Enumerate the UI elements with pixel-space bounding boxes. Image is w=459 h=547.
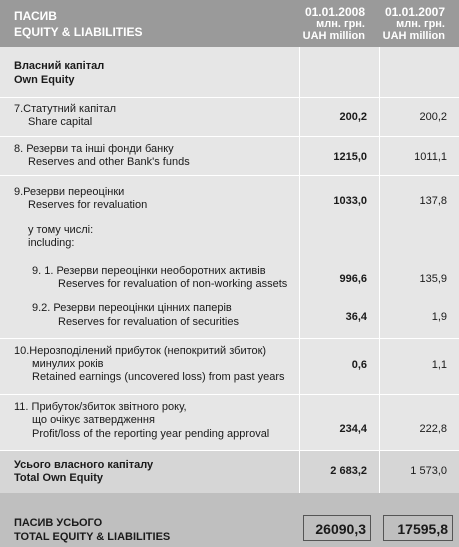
row-reserves-funds-en: Reserves and other Bank's funds — [28, 156, 190, 168]
row-profit-ua1: 11. Прибуток/збиток звітного року, — [14, 401, 187, 413]
row-share-capital-ua: 7.Статутний капітал — [14, 103, 117, 115]
row-reserves-funds-ua: 8. Резерви та інші фонди банку — [14, 143, 174, 155]
row-reval-nonworking-2008: 996,6 — [339, 273, 367, 285]
table-row — [0, 137, 459, 175]
row-retained-2007: 1,1 — [431, 359, 447, 371]
section-title-ua: Власний капітал — [14, 60, 105, 72]
section-row — [0, 47, 459, 97]
column-divider — [379, 47, 380, 493]
header-col-2007-unit-ua: млн. грн. — [396, 18, 445, 30]
row-revaluation-2007: 137,8 — [419, 195, 447, 207]
total-equity-en: Total Own Equity — [14, 472, 104, 484]
table-row — [0, 296, 459, 338]
total-equity-ua: Усього власного капіталу — [14, 459, 154, 471]
table-row — [0, 98, 459, 136]
row-share-capital-en: Share capital — [28, 116, 93, 128]
row-retained-ua1: 10.Нерозподілений прибуток (непокритий збиток) — [14, 345, 267, 357]
row-reval-nonworking-ua: 9. 1. Резерви переоцінки необоротних активів — [32, 265, 266, 277]
header-col-2007 — [345, 6, 445, 42]
header-col-2008-date: 01.01.2008 — [304, 5, 365, 19]
row-reserves-funds-2008: 1215,0 — [333, 151, 367, 163]
row-reval-securities-2008: 36,4 — [345, 311, 367, 323]
grand-total-ua: ПАСИВ УСЬОГО — [14, 517, 103, 529]
table-row — [0, 176, 459, 256]
row-reval-securities-ua: 9.2. Резерви переоцінки цінних паперів — [32, 302, 232, 314]
row-revaluation-en: Reserves for revaluation — [28, 199, 148, 211]
row-share-capital-2007: 200,2 — [419, 111, 447, 123]
header-col-2008-unit-en: UAH million — [302, 30, 365, 42]
row-retained-ua2: минулих років — [32, 358, 104, 370]
row-reval-securities-2007: 1,9 — [431, 311, 447, 323]
header-col-2007-date: 01.01.2007 — [384, 5, 445, 19]
header-title-en: EQUITY & LIABILITIES — [14, 25, 143, 39]
column-divider — [299, 47, 300, 493]
row-reval-nonworking-2007: 135,9 — [419, 273, 447, 285]
header-title-ua: ПАСИВ — [14, 9, 57, 23]
row-profit-2007: 222,8 — [419, 423, 447, 435]
row-share-capital-2008: 200,2 — [339, 111, 367, 123]
header-col-2007-unit-en: UAH million — [382, 30, 445, 42]
total-equity-2007: 1 573,0 — [410, 465, 447, 477]
grand-total-en: TOTAL EQUITY & LIABILITIES — [14, 531, 171, 543]
grand-total-2008: 26090,3 — [303, 515, 371, 541]
row-including-ua: у тому числі: — [28, 224, 94, 236]
row-profit-2008: 234,4 — [339, 423, 367, 435]
row-retained-2008: 0,6 — [351, 359, 367, 371]
row-revaluation-2008: 1033,0 — [333, 195, 367, 207]
table-row — [0, 256, 459, 296]
row-reval-nonworking-en: Reserves for revaluation of non-working assets — [58, 278, 288, 290]
total-equity-2008: 2 683,2 — [330, 465, 367, 477]
row-reval-securities-en: Reserves for revaluation of securities — [58, 316, 239, 328]
row-retained-en: Retained earnings (uncovered loss) from past years — [32, 371, 285, 383]
total-equity-row — [0, 451, 459, 493]
section-title-en: Own Equity — [14, 74, 75, 86]
grand-total-2007: 17595,8 — [383, 515, 453, 541]
row-profit-ua2: що очікує затвердження — [32, 414, 155, 426]
row-including-en: including: — [28, 237, 75, 249]
header-col-2008-unit-ua: млн. грн. — [316, 18, 365, 30]
table-header — [0, 0, 459, 47]
row-reserves-funds-2007: 1011,1 — [414, 151, 447, 163]
table-row — [0, 339, 459, 394]
table-row — [0, 395, 459, 450]
row-revaluation-ua: 9.Резерви переоцінки — [14, 186, 125, 198]
row-profit-en: Profit/loss of the reporting year pending approval — [32, 428, 270, 440]
